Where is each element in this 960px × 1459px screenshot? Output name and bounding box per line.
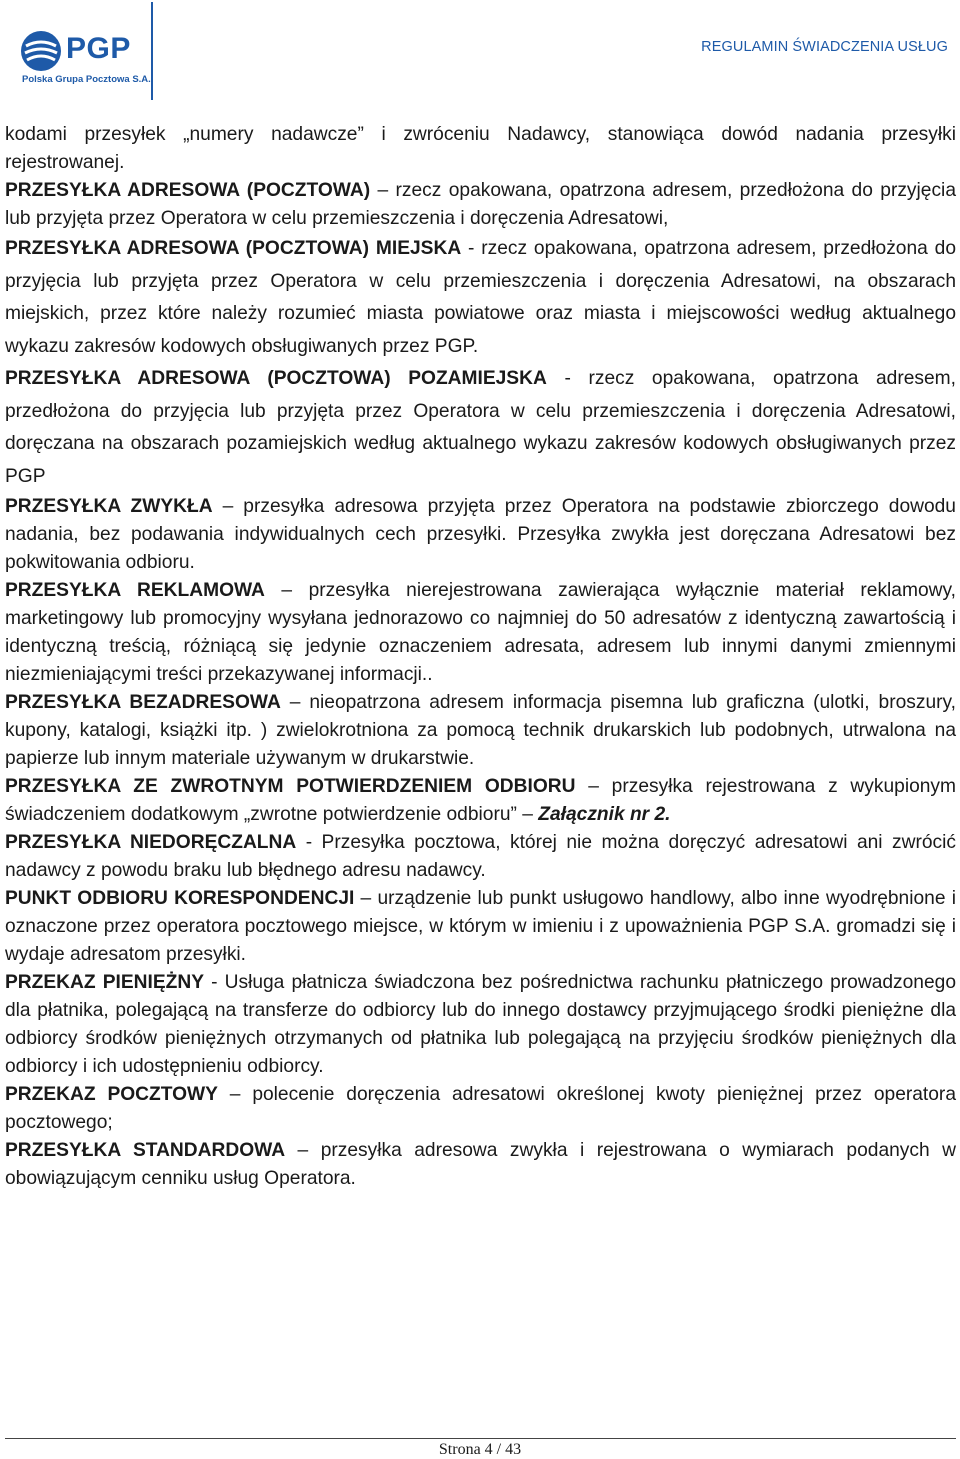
page-number: Strona 4 / 43 <box>438 1441 522 1458</box>
definition-term: PRZESYŁKA STANDARDOWA <box>5 1140 286 1161</box>
definition-term: PRZESYŁKA ADRESOWA (POCZTOWA) MIEJSKA <box>5 238 462 259</box>
definition-paragraph <box>5 1081 956 1137</box>
definition-paragraph <box>5 363 956 493</box>
page-header <box>0 0 960 104</box>
definition-paragraph <box>5 689 956 773</box>
definition-term: PRZEKAZ PIENIĘŻNY <box>5 972 205 993</box>
definition-text: - Usługa płatnicza świadczona bez pośrednictwa rachunku płatniczego prowadzonego dla płatnika, polegającą na transferze do odbiorcy lub do innego dostawcy przyjmującego środki pieniężne dla odbiorcy środków pieniężnych otrzymanych od płatnika lub polegającą na przyjęciu środków pieniężnych dla odbiorcy i ich udostępnieniu odbiorcy. <box>5 972 956 1077</box>
definition-term: PRZESYŁKA NIEDORĘCZALNA <box>5 832 297 853</box>
definition-paragraph <box>5 1137 956 1193</box>
definition-term: PRZEKAZ POCZTOWY <box>5 1084 218 1105</box>
definition-text: – rzecz opakowana, opatrzona adresem, przedłożona do przyjęcia lub przyjęta przez Operatora w celu przemieszczenia i doręczenia Adresatowi, <box>5 180 956 229</box>
definition-text: – przesyłka adresowa przyjęta przez Operatora na podstawie zbiorczego dowodu nadania, bez podawania indywidualnych cech przesyłki. Przesyłka zwykła jest doręczana Adresatowi bez pokwitowania odbioru. <box>5 496 956 573</box>
definition-text: – urządzenie lub punkt usługowo handlowy, albo inne wyodrębnione i oznaczone przez operatora pocztowego miejsce, w którym w imieniu i z upoważnienia PGP S.A. gromadzi się i wydaje adresatom przesyłki. <box>5 888 956 965</box>
definition-text: – przesyłka adresowa zwykła i rejestrowana o wymiarach podanych w obowiązującym cenniku usług Operatora. <box>5 1140 956 1189</box>
logo-subtitle: Polska Grupa Pocztowa S.A. <box>22 74 151 85</box>
definition-paragraph <box>5 121 956 177</box>
attachment-reference: Załącznik nr 2. <box>538 804 671 825</box>
definition-paragraph <box>5 577 956 689</box>
footer-divider <box>5 1438 956 1439</box>
definition-term: PRZESYŁKA ZE ZWROTNYM POTWIERDZENIEM ODBIORU <box>5 776 576 797</box>
pgp-logo <box>20 30 154 90</box>
definition-paragraph <box>5 885 956 969</box>
definition-paragraph <box>5 969 956 1081</box>
document-title: REGULAMIN ŚWIADCZENIA USŁUG <box>701 39 948 55</box>
definition-text: - rzecz opakowana, opatrzona adresem, przedłożona do przyjęcia lub przyjęta przez Operatora w celu przemieszczenia i doręczenia Adresatowi, na obszarach miejskich, przez które należy rozumieć miasta powiatowe oraz miasta i miejscowości według aktualnego wykazu zakresów kodowych obsługiwanych przez PGP. <box>5 238 956 357</box>
definition-term: PRZESYŁKA ZWYKŁA <box>5 496 213 517</box>
document-body <box>5 121 956 1193</box>
definition-paragraph <box>5 829 956 885</box>
definition-text: – przesyłka rejestrowana z wykupionym świadczeniem dodatkowym „zwrotne potwierdzenie odbioru” – <box>5 776 956 825</box>
definition-term: PRZESYŁKA ADRESOWA (POCZTOWA) POZAMIEJSKA <box>5 368 547 389</box>
logo-globe-icon <box>20 30 62 72</box>
definition-text: - Przesyłka pocztowa, której nie można doręczyć adresatowi ani zwrócić nadawcy z powodu braku lub błędnego adresu nadawcy. <box>5 832 956 881</box>
definition-text: - rzecz opakowana, opatrzona adresem, przedłożona do przyjęcia lub przyjęta przez Operatora w celu przemieszczenia i doręczenia Adresatowi, doręczana na obszarach pozamiejskich według aktualnego wykazu zakresów kodowych obsługiwanych przez PGP <box>5 368 956 487</box>
definition-paragraph <box>5 233 956 363</box>
definition-paragraph <box>5 493 956 577</box>
definition-term: PRZESYŁKA ADRESOWA (POCZTOWA) <box>5 180 371 201</box>
definition-paragraph <box>5 773 956 829</box>
header-divider <box>151 2 153 100</box>
definition-text: – przesyłka nierejestrowana zawierająca wyłącznie materiał reklamowy, marketingowy lub promocyjny wysyłana jednorazowo co najmniej do 50 adresatów z identyczną zawartością i identyczną treścią, różniącą się jedynie oznaczeniem adresata, adresem lub innymi danymi zmiennymi niezmieniającymi treści przekazywanej informacji.. <box>5 580 956 685</box>
definition-text: – nieopatrzona adresem informacja pisemna lub graficzna (ulotki, broszury, kupony, katalogi, książki itp. ) zwielokrotniona za pomocą technik drukarskich lub podobnych, utrwalona na papierze lub innym materiale używanym w drukarstwie. <box>5 692 957 769</box>
definition-paragraph <box>5 177 956 233</box>
definition-text: kodami przesyłek „numery nadawcze” i zwróceniu Nadawcy, stanowiąca dowód nadania przesyłki rejestrowanej. <box>5 124 956 173</box>
definition-text: – polecenie doręczenia adresatowi określonej kwoty pieniężnej przez operatora pocztowego; <box>5 1084 956 1133</box>
logo-text: PGP <box>66 32 131 65</box>
definition-term: PRZESYŁKA REKLAMOWA <box>5 580 265 601</box>
definition-term: PRZESYŁKA BEZADRESOWA <box>5 692 281 713</box>
definition-term: PUNKT ODBIORU KORESPONDENCJI <box>5 888 355 909</box>
